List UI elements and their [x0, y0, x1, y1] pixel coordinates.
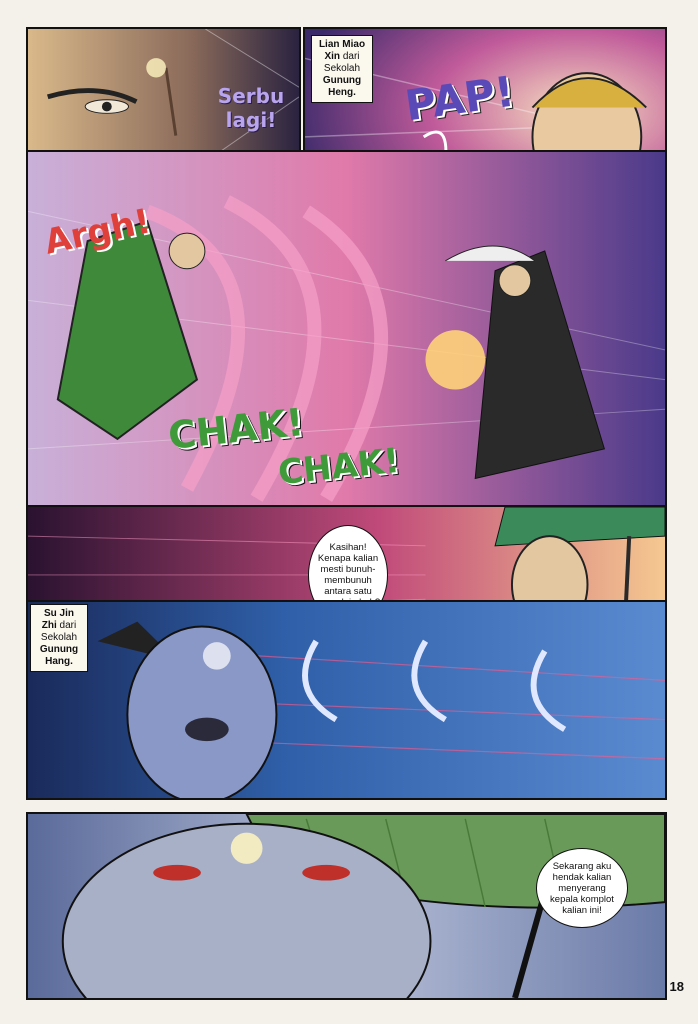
panel-1 [26, 27, 301, 157]
chak-sfx-2: CHAK! [276, 440, 402, 494]
sekarang-speech-bubble: Sekarang aku hendak kalian menyerang kepala komplot kalian ini! [536, 848, 628, 928]
lian-miao-xin-caption: Lian Miao Xin dari Sekolah Gunung Heng. [311, 35, 373, 103]
pap-sfx: PAP! [402, 66, 518, 131]
argh-sfx: Argh! [41, 201, 155, 263]
panel-6 [26, 812, 667, 1000]
su-jin-zhi-caption: Su Jin Zhi dari Sekolah Gunung Hang. [30, 604, 88, 672]
panel-3 [26, 150, 667, 530]
panel-5 [26, 600, 667, 800]
page-number: 18 [669, 979, 684, 994]
chak-sfx-1: CHAK! [166, 400, 306, 458]
panel-5-art [28, 602, 665, 798]
kasihan-speech-bubble: Kasihan! Kenapa kalian mesti bunuh-membunuh antara satu [308, 525, 388, 625]
serbu-lagi-sfx: Serbu lagi! [217, 84, 285, 132]
